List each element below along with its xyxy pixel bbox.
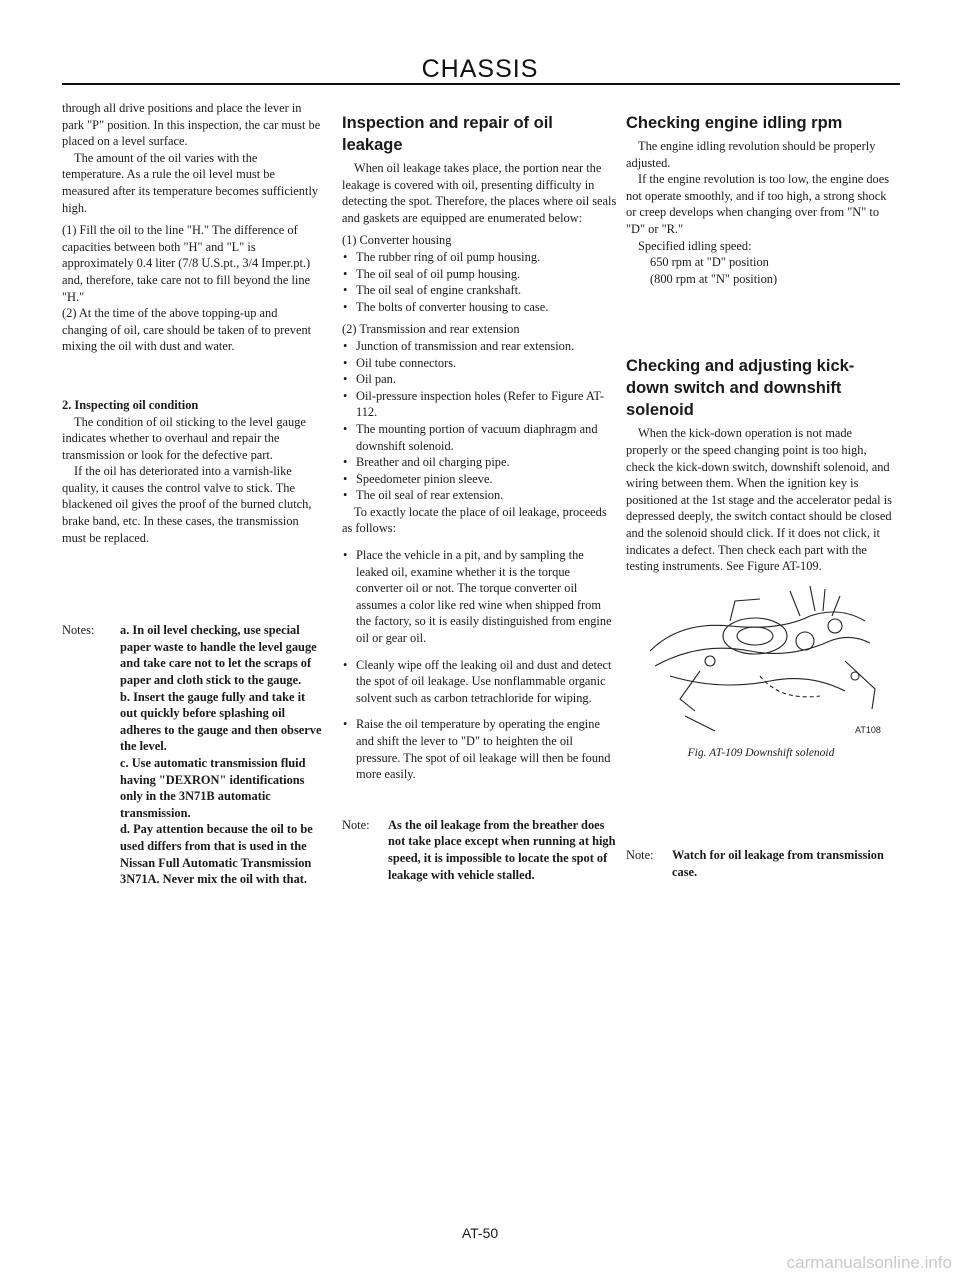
paragraph: If the oil has deteriorated into a varnish-like quality, it causes the control valve to stick. The blackened oil gives the proof of the burned clutch, brake band, etc. In these cases, the transmission must be replaced. [62, 464, 312, 545]
list-item: • The mounting portion of vacuum diaphragm and downshift solenoid. [342, 421, 617, 454]
section-heading: Checking engine idling rpm [626, 114, 843, 132]
list-item: • Junction of transmission and rear extension. [342, 338, 617, 355]
group-title: (2) Transmission and rear extension [342, 322, 520, 337]
header-rule [62, 83, 900, 85]
column-1 [62, 100, 322, 888]
list-item: • Oil tube connectors. [342, 355, 617, 372]
list-item: • The bolts of converter housing to case. [342, 299, 617, 316]
note-item: b. Insert the gauge fully and take it out quickly before splashing oil adheres to the gauge and then observe the level. [120, 689, 322, 754]
list-item: • The oil seal of engine crankshaft. [342, 282, 617, 299]
step-item: • Cleanly wipe off the leaking oil and dust and detect the spot of oil leakage. Use nonflammable organic solvent such as carbon tetrachloride for wiping. [342, 657, 617, 707]
page-number: AT-50 [461, 1225, 499, 1241]
note-body: Watch for oil leakage from transmission case. [672, 848, 884, 879]
note-body: As the oil leakage from the breather does not take place except when running at high speed, it is impossible to locate the spot of leakage with vehicle stalled. [388, 817, 616, 882]
paragraph: through all drive positions and place the lever in park "P" position. In this inspection, the car must be placed on a level surface. [62, 101, 321, 149]
paragraph: The amount of the oil varies with the temperature. As a rule the oil level must be measured after its temperature becomes sufficiently high. [62, 150, 319, 215]
list-item: • Speedometer pinion sleeve. [342, 471, 617, 488]
step-item: • Place the vehicle in a pit, and by sampling the leaked oil, examine whether it is the torque converter oil or not. The torque converter oil assumes a color like red wine when shipped from the factory, so it is easily distinguished from engine oil or gear oil. [342, 547, 617, 647]
paragraph: When the kick-down operation is not made properly or the speed changing point is too high, check the kick-down switch, downshift solenoid, and wiring between them. When the ignition key is positioned at the 1st stage and the accelerator pedal is depressed deeply, the switch contact should be closed and the solenoid should click. If it does not click, it indicates a defect. Then check each part with the testing instruments. See Figure AT-109. [626, 426, 892, 574]
paragraph: The engine idling revolution should be properly adjusted. [626, 139, 876, 170]
note-item: c. Use automatic transmission fluid having "DEXRON" identifications only in the 3N71B automatic transmission. [120, 756, 306, 820]
note-item: d. Pay attention because the oil to be used differs from that is used in the Nissan Full Automatic Transmission 3N71A. Never mix the oil with that. [120, 822, 313, 887]
list-item: • Breather and oil charging pipe. [342, 454, 617, 471]
paragraph: (1) Fill the oil to the line "H." The difference of capacities between both "H" and "L" is approximately 0.4 liter (7/8 U.S.pt., 3/4 Imper.pt.) and, therefore, take care not to fill beyond the line "H." [62, 223, 311, 304]
page-title: CHASSIS [421, 55, 539, 83]
spec-value: (800 rpm at "N" position) [650, 271, 778, 286]
group-title: (1) Converter housing [342, 233, 452, 248]
note-block [626, 847, 896, 880]
section-heading: Inspection and repair of oil leakage [342, 114, 553, 154]
notes-block [62, 622, 322, 888]
note-label: Note: [342, 817, 370, 832]
note-label: Note: [626, 848, 654, 863]
step-item: • Raise the oil temperature by operating the engine and shift the lever to "D" to heighten the oil pressure. The spot of oil leakage will then be found more easily. [342, 716, 617, 782]
paragraph: (2) At the time of the above topping-up and changing of oil, care should be taken of to prevent mixing the oil with dust and water. [62, 306, 312, 354]
notes-label: Notes: [62, 623, 95, 638]
figure-code: AT108 [855, 724, 881, 735]
downshift-solenoid-drawing [640, 581, 890, 741]
list-item: • The rubber ring of oil pump housing. [342, 249, 617, 266]
column-2 [342, 100, 617, 883]
section-heading: 2. Inspecting oil condition [62, 397, 199, 412]
paragraph: When oil leakage takes place, the portion near the leakage is covered with oil, presenting difficulty in detecting the spot. Therefore, the places where oil seals and gaskets are equipped are enumerated below: [342, 161, 617, 225]
figure-caption: Fig. AT-109 Downshift solenoid [687, 746, 835, 759]
paragraph: To exactly locate the place of oil leakage, proceeds as follows: [342, 504, 607, 536]
list-item: • The oil seal of rear extension. [342, 487, 617, 504]
note-item: a. In oil level checking, use special paper waste to handle the level gauge and take care not to let the scraps of paper and cloth stick to the gauge. [120, 623, 317, 688]
spec-title: Specified idling speed: [638, 238, 752, 253]
spec-value: 650 rpm at "D" position [650, 255, 769, 270]
notes-body [120, 622, 322, 888]
column-3 [626, 100, 896, 880]
watermark: carmanualsonline.info [786, 1253, 952, 1272]
paragraph: The condition of oil sticking to the level gauge indicates whether to overhaul and repair the transmission or look for the defective part. [62, 414, 306, 462]
note-block [342, 817, 617, 883]
paragraph: If the engine revolution is too low, the engine does not operate smoothly, and if too high, a strong shock or creep develops when changing over from "N" to "D" or "R." [626, 172, 890, 236]
downshift-solenoid-figure [640, 581, 890, 741]
list-item: • Oil pan. [342, 371, 617, 388]
list-item: • Oil-pressure inspection holes (Refer to Figure AT-112. [342, 388, 617, 421]
list-item: • The oil seal of oil pump housing. [342, 266, 617, 283]
section-heading: Checking and adjusting kick-down switch and downshift solenoid [626, 357, 855, 420]
